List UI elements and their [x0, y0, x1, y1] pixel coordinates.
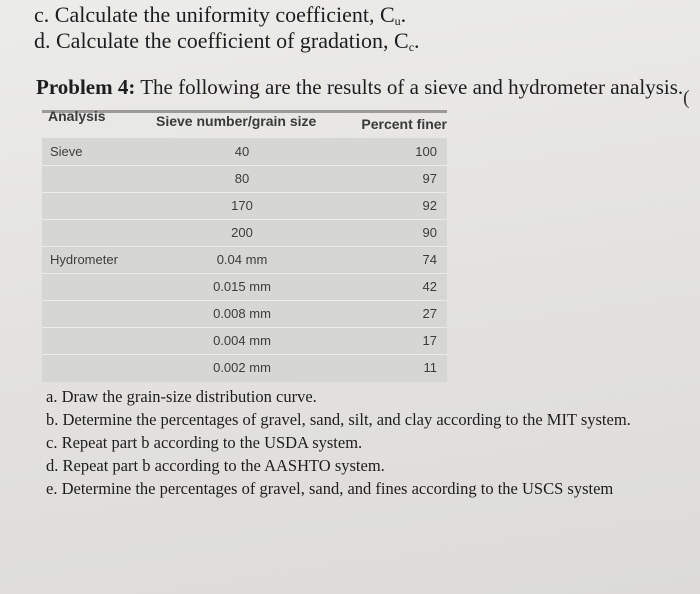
cell-analysis: Sieve: [50, 144, 83, 159]
cell-percent-finer: 27: [422, 306, 437, 321]
table-row: [42, 165, 447, 193]
cell-sieve-size: 0.004 mm: [213, 333, 271, 348]
question-c-text: c. Calculate the uniformity coefficient, C: [34, 2, 395, 27]
cell-percent-finer: 100: [415, 144, 437, 159]
table-row: [42, 354, 447, 382]
sieve-hydrometer-table: [42, 104, 447, 382]
table-row: [42, 246, 447, 274]
question-a: a. Draw the grain-size distribution curve.: [46, 387, 317, 406]
table-row: [42, 192, 447, 220]
header-sieve-number-grain-size: Sieve number/grain size: [156, 113, 317, 129]
cell-sieve-size: 0.008 mm: [213, 306, 271, 321]
question-b: b. Determine the percentages of gravel, sand, silt, and clay according to the MIT system.: [46, 410, 631, 429]
question-d: d. Repeat part b according to the AASHTO system.: [46, 456, 385, 475]
question-c-uniformity-coefficient: [34, 2, 406, 29]
question-d-subscript: c: [408, 40, 415, 54]
cell-analysis: Hydrometer: [50, 252, 118, 267]
cell-sieve-size: 0.04 mm: [216, 252, 268, 267]
cell-percent-finer: 92: [422, 198, 437, 213]
cell-sieve-size: 0.015 mm: [213, 279, 271, 294]
cut-off-edge-mark: (: [683, 87, 690, 109]
cell-sieve-size: 80: [234, 171, 250, 186]
cell-percent-finer: 42: [422, 279, 437, 294]
question-c: c. Repeat part b according to the USDA system.: [46, 433, 363, 452]
table-row: [42, 219, 447, 247]
header-analysis: Analysis: [48, 108, 106, 124]
table-row: [42, 138, 447, 166]
problem-4-heading: [36, 75, 683, 100]
table-row: [42, 273, 447, 301]
question-c-subscript: u: [394, 14, 401, 28]
cell-percent-finer: 97: [422, 171, 437, 186]
cell-sieve-size: 0.002 mm: [213, 360, 271, 375]
question-c-period: .: [400, 2, 407, 27]
question-d-text: d. Calculate the coefficient of gradation, C: [34, 28, 409, 53]
question-d-period: .: [414, 28, 420, 53]
cell-sieve-size: 40: [234, 144, 250, 159]
cell-percent-finer: 90: [422, 225, 437, 240]
cell-percent-finer: 17: [422, 333, 437, 348]
table-body: [42, 138, 447, 382]
cell-sieve-size: 170: [231, 198, 253, 213]
cell-percent-finer: 11: [423, 360, 437, 375]
cell-sieve-size: 200: [231, 225, 253, 240]
problem-label: Problem 4:: [36, 75, 136, 99]
header-percent-finer: Percent finer: [361, 116, 447, 132]
table-row: [42, 327, 447, 355]
question-e: e. Determine the percentages of gravel, sand, and fines according to the USCS system: [46, 479, 614, 498]
problem-text: The following are the results of a sieve and hydrometer analysis.: [135, 75, 684, 99]
table-row: [42, 300, 447, 328]
question-d-coefficient-of-gradation: [34, 28, 420, 55]
cell-percent-finer: 74: [422, 252, 437, 267]
